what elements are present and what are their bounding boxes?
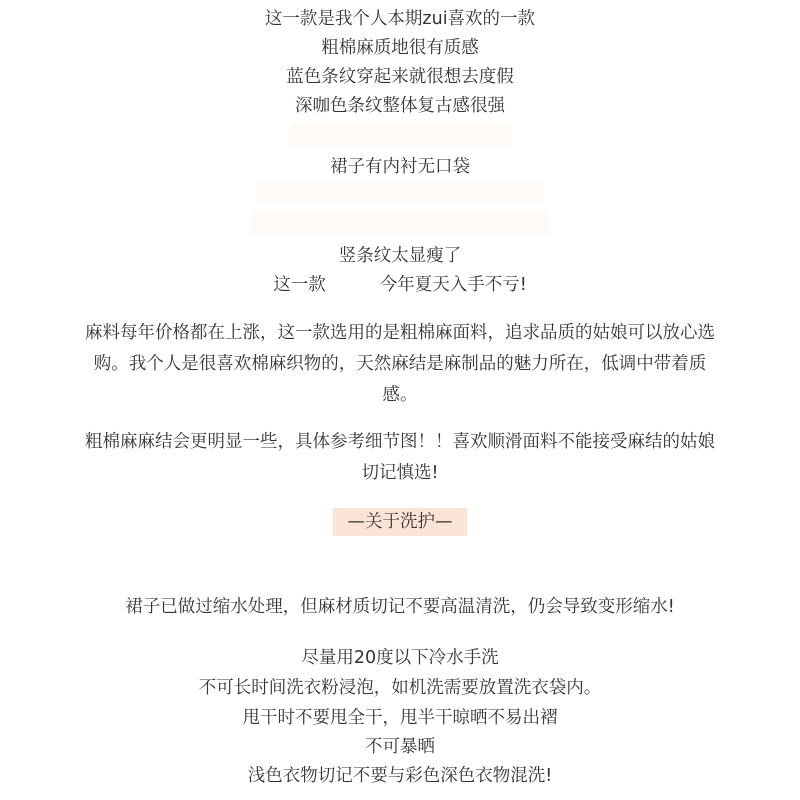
material-paragraph: 麻料每年价格都在上涨，这一款选用的是粗棉麻面料，追求品质的姑娘可以放心选购。我个人是很喜欢棉麻织物的，天然麻结是麻制品的魅力所在，低调中带着质感。 bbox=[85, 323, 715, 405]
intro-line-1: 这一款是我个人本期zui喜欢的一款 bbox=[264, 9, 536, 29]
wash-tip-4: 不可暴晒 bbox=[365, 737, 435, 757]
lining-note: 裙子有内衬无口袋 bbox=[330, 157, 470, 177]
wash-tip-5: 浅色衣物切记不要与彩色深色衣物混洗! bbox=[247, 766, 553, 786]
deal-right: 今年夏天入手不亏! bbox=[379, 275, 527, 295]
deal-line bbox=[0, 270, 800, 300]
knot-paragraph: 粗棉麻麻结会更明显一些，具体参考细节图！！喜欢顺滑面料不能接受麻结的姑娘切记慎选! bbox=[85, 432, 715, 483]
wash-tip-2: 不可长时间洗衣粉浸泡，如机洗需要放置洗衣袋内。 bbox=[198, 678, 602, 698]
slim-note: 竖条纹太显瘦了 bbox=[338, 246, 462, 266]
intro-line-3: 蓝色条纹穿起来就很想去度假 bbox=[286, 67, 514, 87]
faint-highlight-2 bbox=[258, 180, 542, 204]
wash-heading: —关于洗护— bbox=[333, 508, 467, 536]
wash-tip-3: 甩干时不要甩全干，甩半干晾晒不易出褶 bbox=[242, 708, 558, 728]
deal-left: 这一款 bbox=[273, 275, 326, 295]
faint-highlight-3 bbox=[250, 210, 550, 234]
shrink-note: 裙子已做过缩水处理，但麻材质切记不要高温清洗，仍会导致变形缩水! bbox=[125, 597, 675, 617]
wash-tip-1: 尽量用20度以下冷水手洗 bbox=[301, 648, 499, 668]
intro-line-4: 深咖色条纹整体复古感很强 bbox=[295, 96, 505, 116]
faint-highlight-1 bbox=[290, 122, 510, 146]
intro-line-2: 粗棉麻质地很有质感 bbox=[321, 38, 479, 58]
